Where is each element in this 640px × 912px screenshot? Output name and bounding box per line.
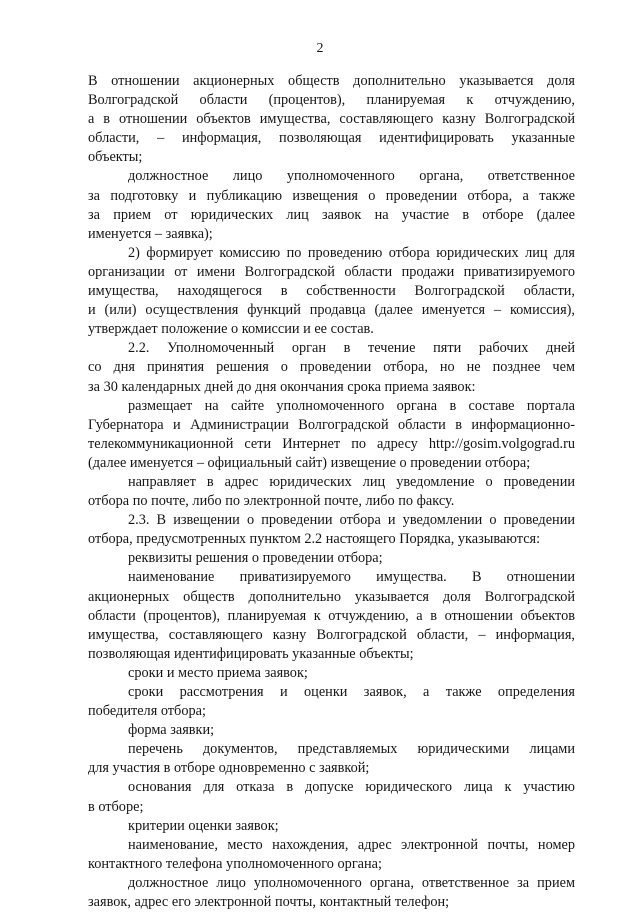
text-line: должностное лицо уполномоченного органа, ответственное за прием <box>128 874 575 891</box>
text-line: форма заявки; <box>128 722 215 739</box>
text-line: Губернатора и Администрации Волгоградской области в информационно- <box>88 416 575 433</box>
text-line: критерии оценки заявок; <box>128 817 279 834</box>
text-line: должностное лицо уполномоченного органа, ответственное <box>128 168 575 185</box>
text-line: области, – информация, позволяющая идентифицировать указанные <box>88 130 575 147</box>
text-line: за подготовку и публикацию извещения о проведении отбора, а также <box>88 187 575 204</box>
text-line: отбора, предусмотренных пунктом 2.2 настоящего Порядка, указываются: <box>88 531 541 548</box>
text-line: размещает на сайте уполномоченного органа в составе портала <box>128 397 575 414</box>
text-line: контактного телефона уполномоченного органа; <box>88 855 382 872</box>
text-line: телекоммуникационной сети Интернет по адресу http://gosim.volgograd.ru <box>88 435 575 452</box>
text-line: в отборе; <box>88 798 144 815</box>
text-line: В отношении акционерных обществ дополнительно указывается доля <box>88 73 575 89</box>
text-line: реквизиты решения о проведении отбора; <box>128 550 383 567</box>
text-line: а в отношении объектов имущества, составляющего казну Волгоградской <box>88 111 575 128</box>
text-line: направляет в адрес юридических лиц уведомление о проведении <box>128 473 575 490</box>
text-line: перечень документов, представляемых юридическими лицами <box>128 741 575 758</box>
text-line: позволяющая идентифицировать указанные объекты; <box>88 645 414 662</box>
text-line: области (процентов), планируемая к отчуждению, а в отношении объектов <box>88 607 575 624</box>
text-line: отбора по почте, либо по электронной почте, либо по факсу. <box>88 493 455 510</box>
text-line: и (или) осуществления функций продавца (далее именуется – комиссия), <box>88 302 575 319</box>
text-line: сроки рассмотрения и оценки заявок, а также определения <box>128 684 575 700</box>
text-line: именуется – заявка); <box>88 225 213 242</box>
text-line: имущества, составляющего казну Волгоградской области, – информация, <box>88 626 575 643</box>
text-line: имущества, находящегося в собственности Волгоградской области, <box>88 283 575 300</box>
text-line: за 30 календарных дней до дня окончания срока приема заявок: <box>88 378 476 395</box>
text-line: наименование, место нахождения, адрес электронной почты, номер <box>128 836 575 853</box>
text-line: для участия в отборе одновременно с заявкой; <box>88 760 370 777</box>
text-line: за прием от юридических лиц заявок на участие в отборе (далее <box>88 206 575 223</box>
text-line: объекты; <box>88 149 143 166</box>
text-line: утверждает положение о комиссии и ее состав. <box>88 321 374 338</box>
text-line: акционерных обществ дополнительно указывается доля Волгоградской <box>88 588 575 605</box>
text-line: 2.3. В извещении о проведении отбора и уведомлении о проведении <box>128 512 575 529</box>
text-line: (далее именуется – официальный сайт) извещение о проведении отбора; <box>88 454 531 471</box>
text-line: заявок, адрес его электронной почты, контактный телефон; <box>88 894 450 911</box>
text-line: 2) формирует комиссию по проведению отбора юридических лиц для <box>128 244 575 261</box>
text-line: организации от имени Волгоградской области продажи приватизируемого <box>88 263 575 280</box>
text-line: сроки и место приема заявок; <box>128 664 308 681</box>
text-line: основания для отказа в допуске юридического лица к участию <box>128 779 575 796</box>
text-line: победителя отбора; <box>88 703 206 720</box>
page-number: 2 <box>316 41 324 56</box>
text-line: Волгоградской области (процентов), планируемая к отчуждению, <box>88 92 575 109</box>
text-line: со дня принятия решения о проведении отбора, но не позднее чем <box>88 359 575 376</box>
text-line: наименование приватизируемого имущества. В отношении <box>128 569 575 586</box>
document-body <box>88 72 575 912</box>
text-line: 2.2. Уполномоченный орган в течение пяти рабочих дней <box>128 340 575 357</box>
